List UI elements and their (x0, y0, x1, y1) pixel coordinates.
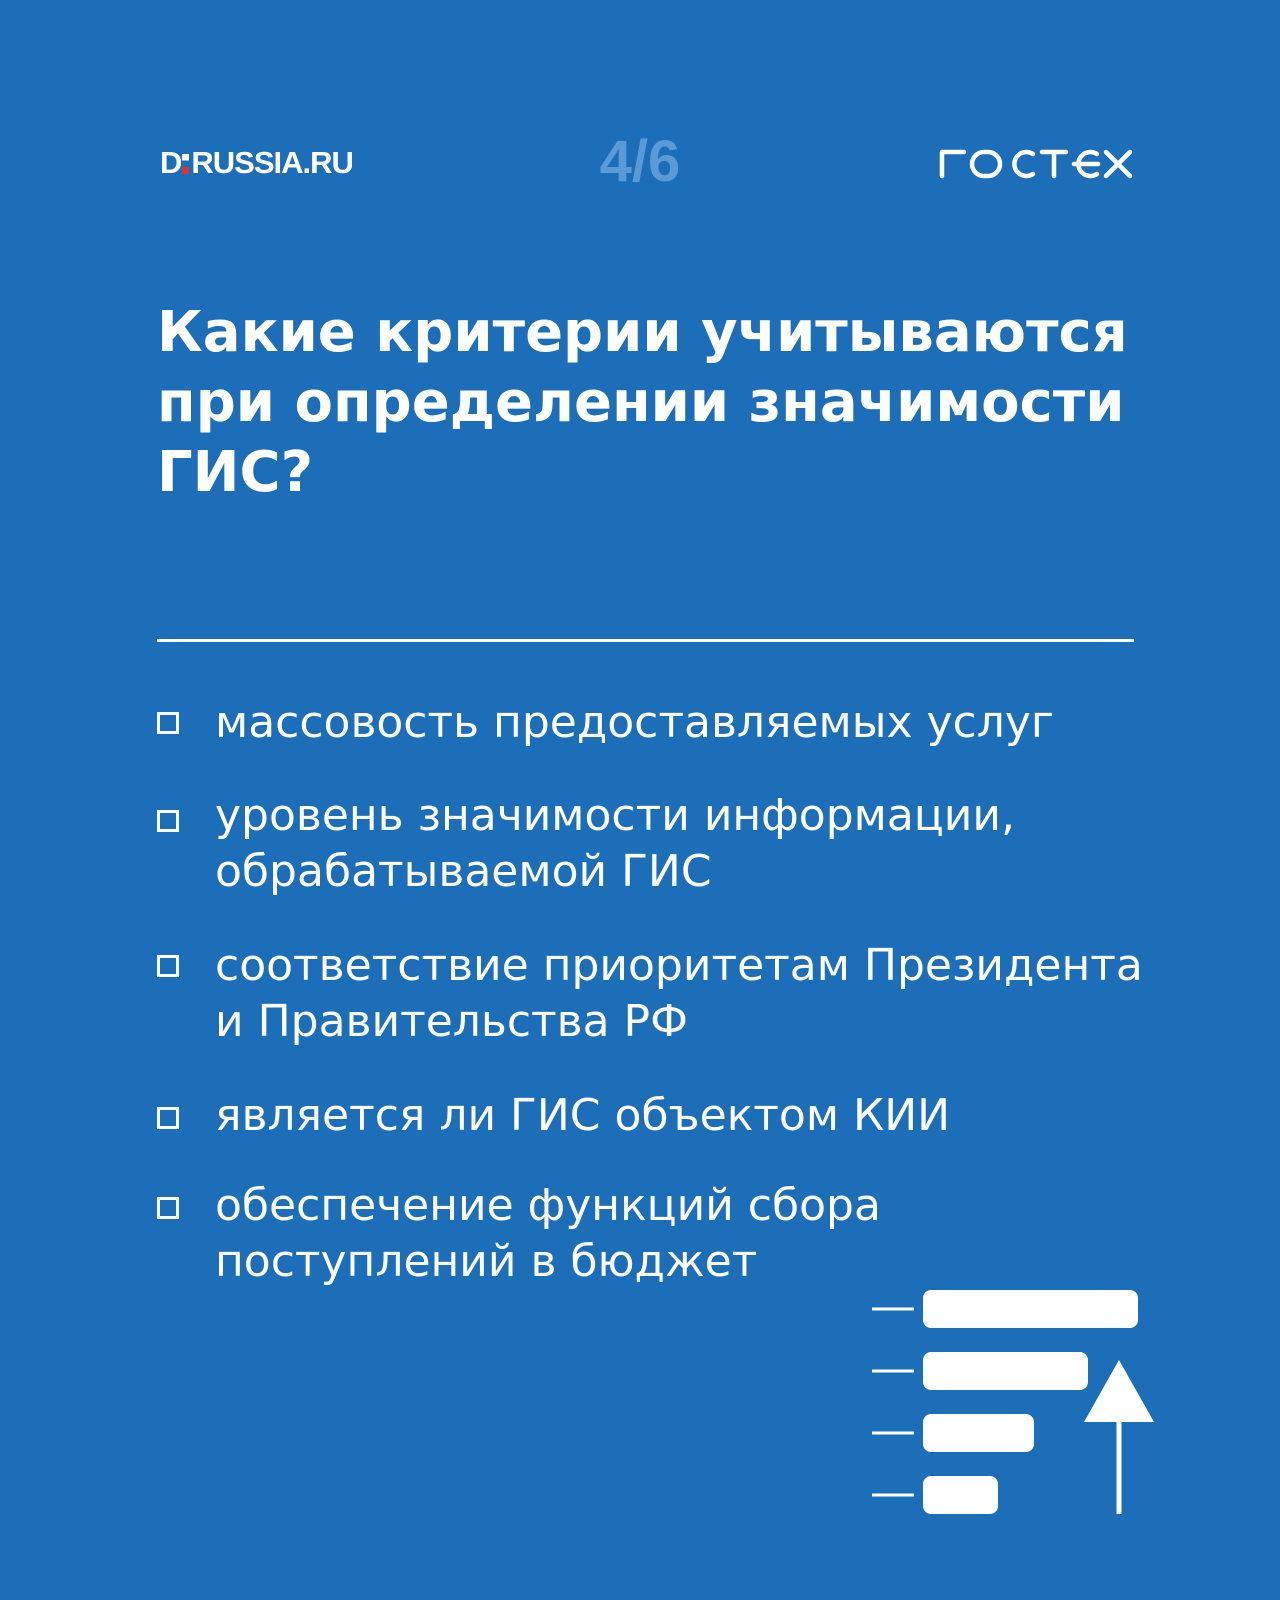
criterion-line-1: уровень значимости информации, (215, 790, 1015, 841)
gostech-logo (938, 138, 1134, 188)
criterion-line-1: обеспечение функций сбора (215, 1180, 881, 1231)
page-counter: 4/6 (599, 129, 681, 194)
header (0, 0, 1280, 240)
ranking-bars-arrow-up-icon (868, 1285, 1158, 1515)
checkbox-icon (157, 1107, 179, 1129)
russian-flag-icon (182, 154, 189, 174)
bar-3 (923, 1414, 1034, 1452)
arrow-head (1084, 1360, 1154, 1422)
criterion-line-1: является ли ГИС объектом КИИ (215, 1090, 951, 1141)
logo-text: RUSSIA.RU (191, 145, 353, 180)
criterion-line-2: обрабатываемой ГИС (215, 846, 712, 897)
checkbox-icon (157, 1197, 179, 1219)
criterion-line-1: соответствие приоритетам Президента (215, 940, 1143, 991)
bar-1 (923, 1290, 1138, 1328)
bar-2 (923, 1352, 1088, 1390)
page-title: Какие критерии учитываются при определении значимости ГИС? (157, 300, 1128, 505)
bar-4 (923, 1476, 998, 1514)
checkbox-icon (157, 955, 179, 977)
checkbox-icon (157, 712, 179, 734)
logo-letter-d: D (160, 145, 182, 180)
criterion-line-2: поступлений в бюджет (215, 1236, 758, 1287)
criterion-line-2: и Правительства РФ (215, 996, 688, 1047)
criterion-line-1: массовость предоставляемых услуг (215, 697, 1055, 748)
divider (157, 639, 1134, 642)
checkbox-icon (157, 810, 179, 832)
drussia-logo (160, 143, 353, 183)
